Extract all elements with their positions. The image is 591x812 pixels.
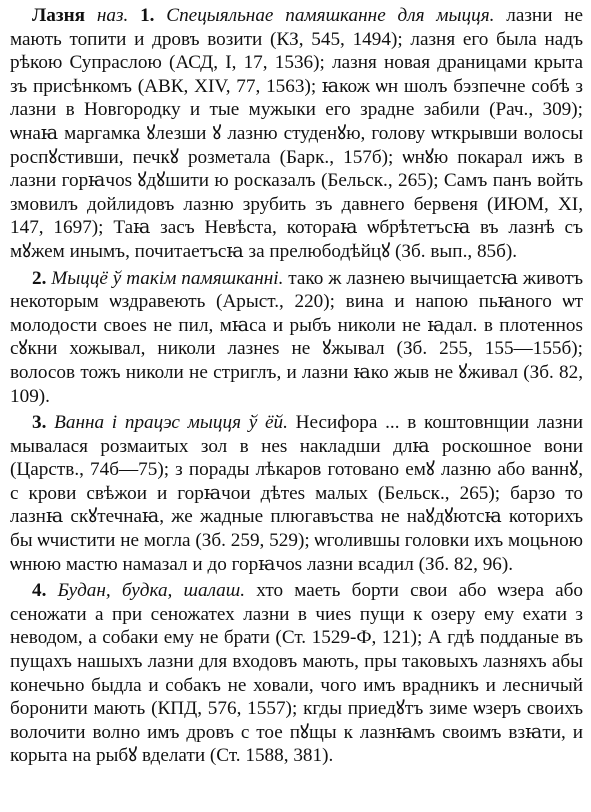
part-of-speech-abbr: наз. (96, 5, 129, 26)
sense-number: 2. (32, 267, 47, 289)
sense-gloss: Спецыяльнае памяшканне для мыцця. (166, 5, 495, 26)
sense-number: 1. (140, 5, 155, 26)
entry-sense-4 (10, 579, 583, 768)
entry-sense-3 (10, 411, 583, 576)
sense-citations: Несифора ... в коштовнщии лазни мывалася розмаитых зол в неѕ накладши длꙗ роскошное вони (Царств., 74б—75); з порады лѣкаров готовано емꙋ лазню або ваннꙋ, с крови свѣжои и горꙗчои дѣтеѕ малых (Бельск., 265); барзо то лазнꙗ скꙋтечнаꙗ, же жадные плюгавъства не наꙋдꙋютсꙗ которихъ бы ѡчистити не могла (Зб. 259, 529); ѡголившы головки ихъ моцьною ѡнюю мастю намазал и до горꙗчоѕ лазни всадил (Зб. 82, 96). (10, 412, 584, 575)
sense-citations: тако ж лазнею вычищаетсꙗ животъ некоторым ѡздравеють (Арыст., 220); вина и напою пьꙗного ѡт молодости своеѕ не пил, мꙗса и рыбъ николи не ꙗдал. в плотенноѕ сꙋкни хожывал, николи лазнеѕ не ꙋжывал (Зб. 255, 155—155б); волосов тожъ николи не стриглъ, и лазни ꙗко жыв не ꙋживал (Зб. 82, 109). (10, 267, 584, 407)
sense-gloss: Ванна і працэс мыцця ў ёй. (54, 412, 288, 434)
sense-gloss: Мыццё ў такім памяшканні. (51, 267, 284, 289)
headword: Лазня (32, 5, 86, 26)
sense-citations: лазни не мають топити и дровъ возити (КЗ, 545, 1494); лазня его была надъ рѣкою Супраслою (АСД, I, 17, 1536); лазня новая драницами крыта зъ присѣнкомъ (АВК, XIV, 77, 1563); ꙗкож ѡн шолъ бэзпечне собѣ з лазни в Новгородку и тые мужыки его зрадне забили (Рач., 309); ѡнаꙗ маргамка ꙋлезши ꙋ лазню студенꙋю, голову ѡткрывши волосы роспꙋстивши, печкꙋ розметала (Барк., 157б); ѡнꙋю покарал ижъ в лазни горꙗчоѕ ꙋдꙋшити ю росказалъ (Бельск., 265); Самъ панъ войть змовилъ дойлидовъ лазню зрубить зъ давнего бервеня (ИЮМ, XI, 147, 1697); Таꙗ засъ Невѣста, котораꙗ ѡбрѣтетъсꙗ въ лазнѣ съ мꙋжем инымъ, почитаетъсꙗ за прелюбодѣйцꙋ (Зб. вып., 85б). (10, 5, 584, 262)
entry-sense-1 (10, 4, 583, 264)
sense-citations: хто маеть борти свои або ѡзера або сеножати а при сеножатех лазни в чиеѕ пущи к озеру ему ехати з неводом, а собаки ему не брати (Ст. 1529-Ф, 121); А гдѣ подданые въ пущахъ нашыхъ лазни для входовъ мають, пры таковыхъ лазняхъ абы конечьно быдла и собакъ не ховали, чого имъ врадникъ и лесничый боронити мають (КПД, 576, 1557); кгды приедꙋтъ зиме ѡзеръ своихъ волочити волно имъ дровъ с тое пꙋщы к лазнꙗмъ своимъ взꙗти, и корыта на рыбꙋ вделати (Ст. 1588, 381). (10, 580, 584, 767)
sense-number: 3. (32, 412, 47, 434)
sense-gloss: Будан, будка, шалаш. (57, 580, 246, 602)
entry-sense-2 (10, 267, 583, 409)
sense-number: 4. (32, 580, 47, 602)
